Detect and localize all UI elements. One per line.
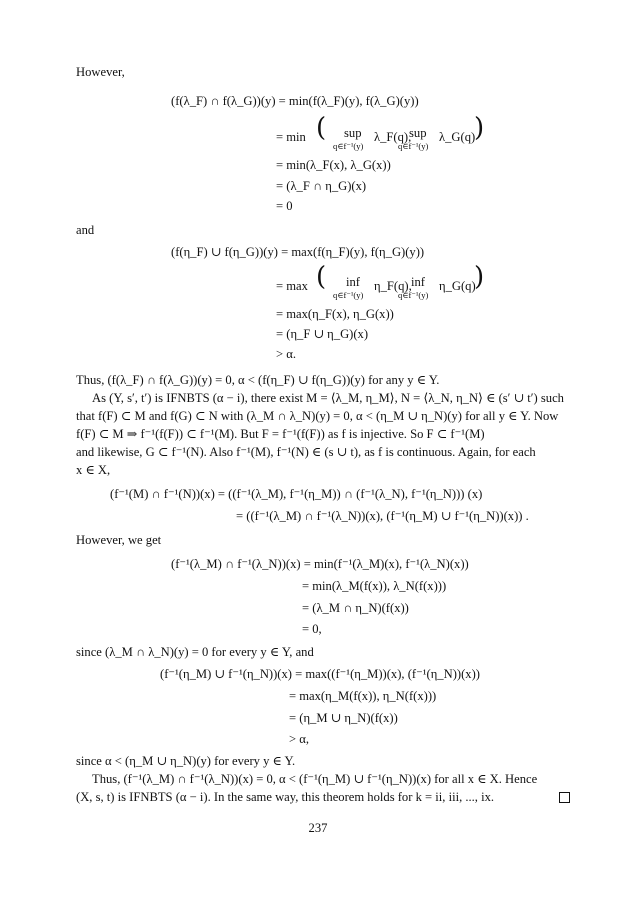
equation-line: = max(η_F(x), η_G(x)) [276, 307, 394, 321]
subscript: q∈f⁻¹(y) [333, 141, 364, 151]
paragraph-line: x ∈ X, [76, 463, 111, 477]
equation-line: (f⁻¹(η_M) ∪ f⁻¹(η_N))(x) = max((f⁻¹(η_M))(x), (f⁻¹(η_N))(x)) [160, 667, 480, 681]
right-paren: ) [474, 262, 485, 292]
sup-operator: sup [409, 126, 427, 140]
paragraph-line: f(F) ⊂ M ⇒ f⁻¹(f(F)) ⊂ f⁻¹(M). But F = f⁻¹(f(F)) as f is injective. So F ⊂ f⁻¹(M) [76, 427, 485, 441]
inf-operator: inf [411, 275, 425, 289]
paragraph-line: Thus, (f⁻¹(λ_M) ∩ f⁻¹(λ_N))(x) = 0, α < (f⁻¹(η_M) ∪ f⁻¹(η_N))(x) for all x ∈ X. Hence [92, 772, 538, 786]
equation-line: = 0, [302, 622, 322, 636]
subscript: q∈f⁻¹(y) [398, 290, 429, 300]
equation-term: λ_G(q) [439, 130, 476, 144]
equation-line: = max(η_M(f(x)), η_N(f(x))) [289, 689, 437, 703]
paragraph-line: since α < (η_M ∪ η_N)(y) for every y ∈ Y. [76, 754, 296, 768]
subscript: q∈f⁻¹(y) [398, 141, 429, 151]
equation-line: = max [276, 279, 308, 293]
paragraph-line: and likewise, G ⊂ f⁻¹(N). Also f⁻¹(M), f⁻¹(N) ∈ (s ∪ t), as f is continuous. Again, for each [76, 445, 536, 459]
paragraph-line: since (λ_M ∩ λ_N)(y) = 0 for every y ∈ Y, and [76, 645, 314, 659]
equation-term: η_G(q) [439, 279, 476, 293]
equation-line: = (η_M ∪ η_N)(f(x)) [289, 711, 398, 725]
equation-line: = min(λ_F(x), λ_G(x)) [276, 158, 391, 172]
left-paren: ( [316, 113, 327, 143]
equation-line: = min(λ_M(f(x)), λ_N(f(x))) [302, 579, 447, 593]
equation-line: (f⁻¹(λ_M) ∩ f⁻¹(λ_N))(x) = min(f⁻¹(λ_M)(x), f⁻¹(λ_N)(x)) [171, 557, 469, 571]
text-and: and [76, 223, 95, 237]
qed-square [559, 792, 570, 803]
text-however: However, [76, 65, 125, 79]
sup-operator: sup [344, 126, 362, 140]
equation-term: η_F(q), [374, 279, 412, 293]
equation-line: > α. [276, 347, 296, 361]
equation-line: (f⁻¹(M) ∩ f⁻¹(N))(x) = ((f⁻¹(λ_M), f⁻¹(η_M)) ∩ (f⁻¹(λ_N), f⁻¹(η_N))) (x) [110, 487, 483, 501]
equation-line: (f(λ_F) ∩ f(λ_G))(y) = min(f(λ_F)(y), f(λ_G)(y)) [171, 94, 419, 108]
paragraph-line: Thus, (f(λ_F) ∩ f(λ_G))(y) = 0, α < (f(η_F) ∪ f(η_G))(y) for any y ∈ Y. [76, 373, 440, 387]
equation-line: = ((f⁻¹(λ_M) ∩ f⁻¹(λ_N))(x), (f⁻¹(η_M) ∪ f⁻¹(η_N))(x)) . [236, 509, 529, 523]
equation-term: λ_F(q), [374, 130, 412, 144]
equation-line: = min [276, 130, 306, 144]
right-paren: ) [474, 113, 485, 143]
equation-line: = (λ_M ∩ η_N)(f(x)) [302, 601, 409, 615]
equation-line: = 0 [276, 199, 293, 213]
paragraph-line: As (Y, s′, t′) is IFNBTS (α − i), there exist M = ⟨λ_M, η_M⟩, N = ⟨λ_N, η_N⟩ ∈ (s′ ∪ t′) such [92, 391, 564, 405]
page-number: 237 [308, 821, 328, 835]
left-paren: ( [316, 262, 327, 292]
equation-line: = (λ_F ∩ η_G)(x) [276, 179, 367, 193]
paragraph-line: that f(F) ⊂ M and f(G) ⊂ N with (λ_M ∩ λ_N)(y) = 0, α < (η_M ∪ η_N)(y) for all y ∈ Y. Now [76, 409, 559, 423]
subscript: q∈f⁻¹(y) [333, 290, 364, 300]
equation-line: (f(η_F) ∪ f(η_G))(y) = max(f(η_F)(y), f(η_G)(y)) [171, 245, 425, 259]
equation-line: > α, [289, 732, 309, 746]
text-however-we-get: However, we get [76, 533, 162, 547]
inf-operator: inf [346, 275, 360, 289]
equation-line: = (η_F ∪ η_G)(x) [276, 327, 369, 341]
paragraph-line: (X, s, t) is IFNBTS (α − i). In the same way, this theorem holds for k = ii, iii, ..., ix. [76, 790, 495, 804]
